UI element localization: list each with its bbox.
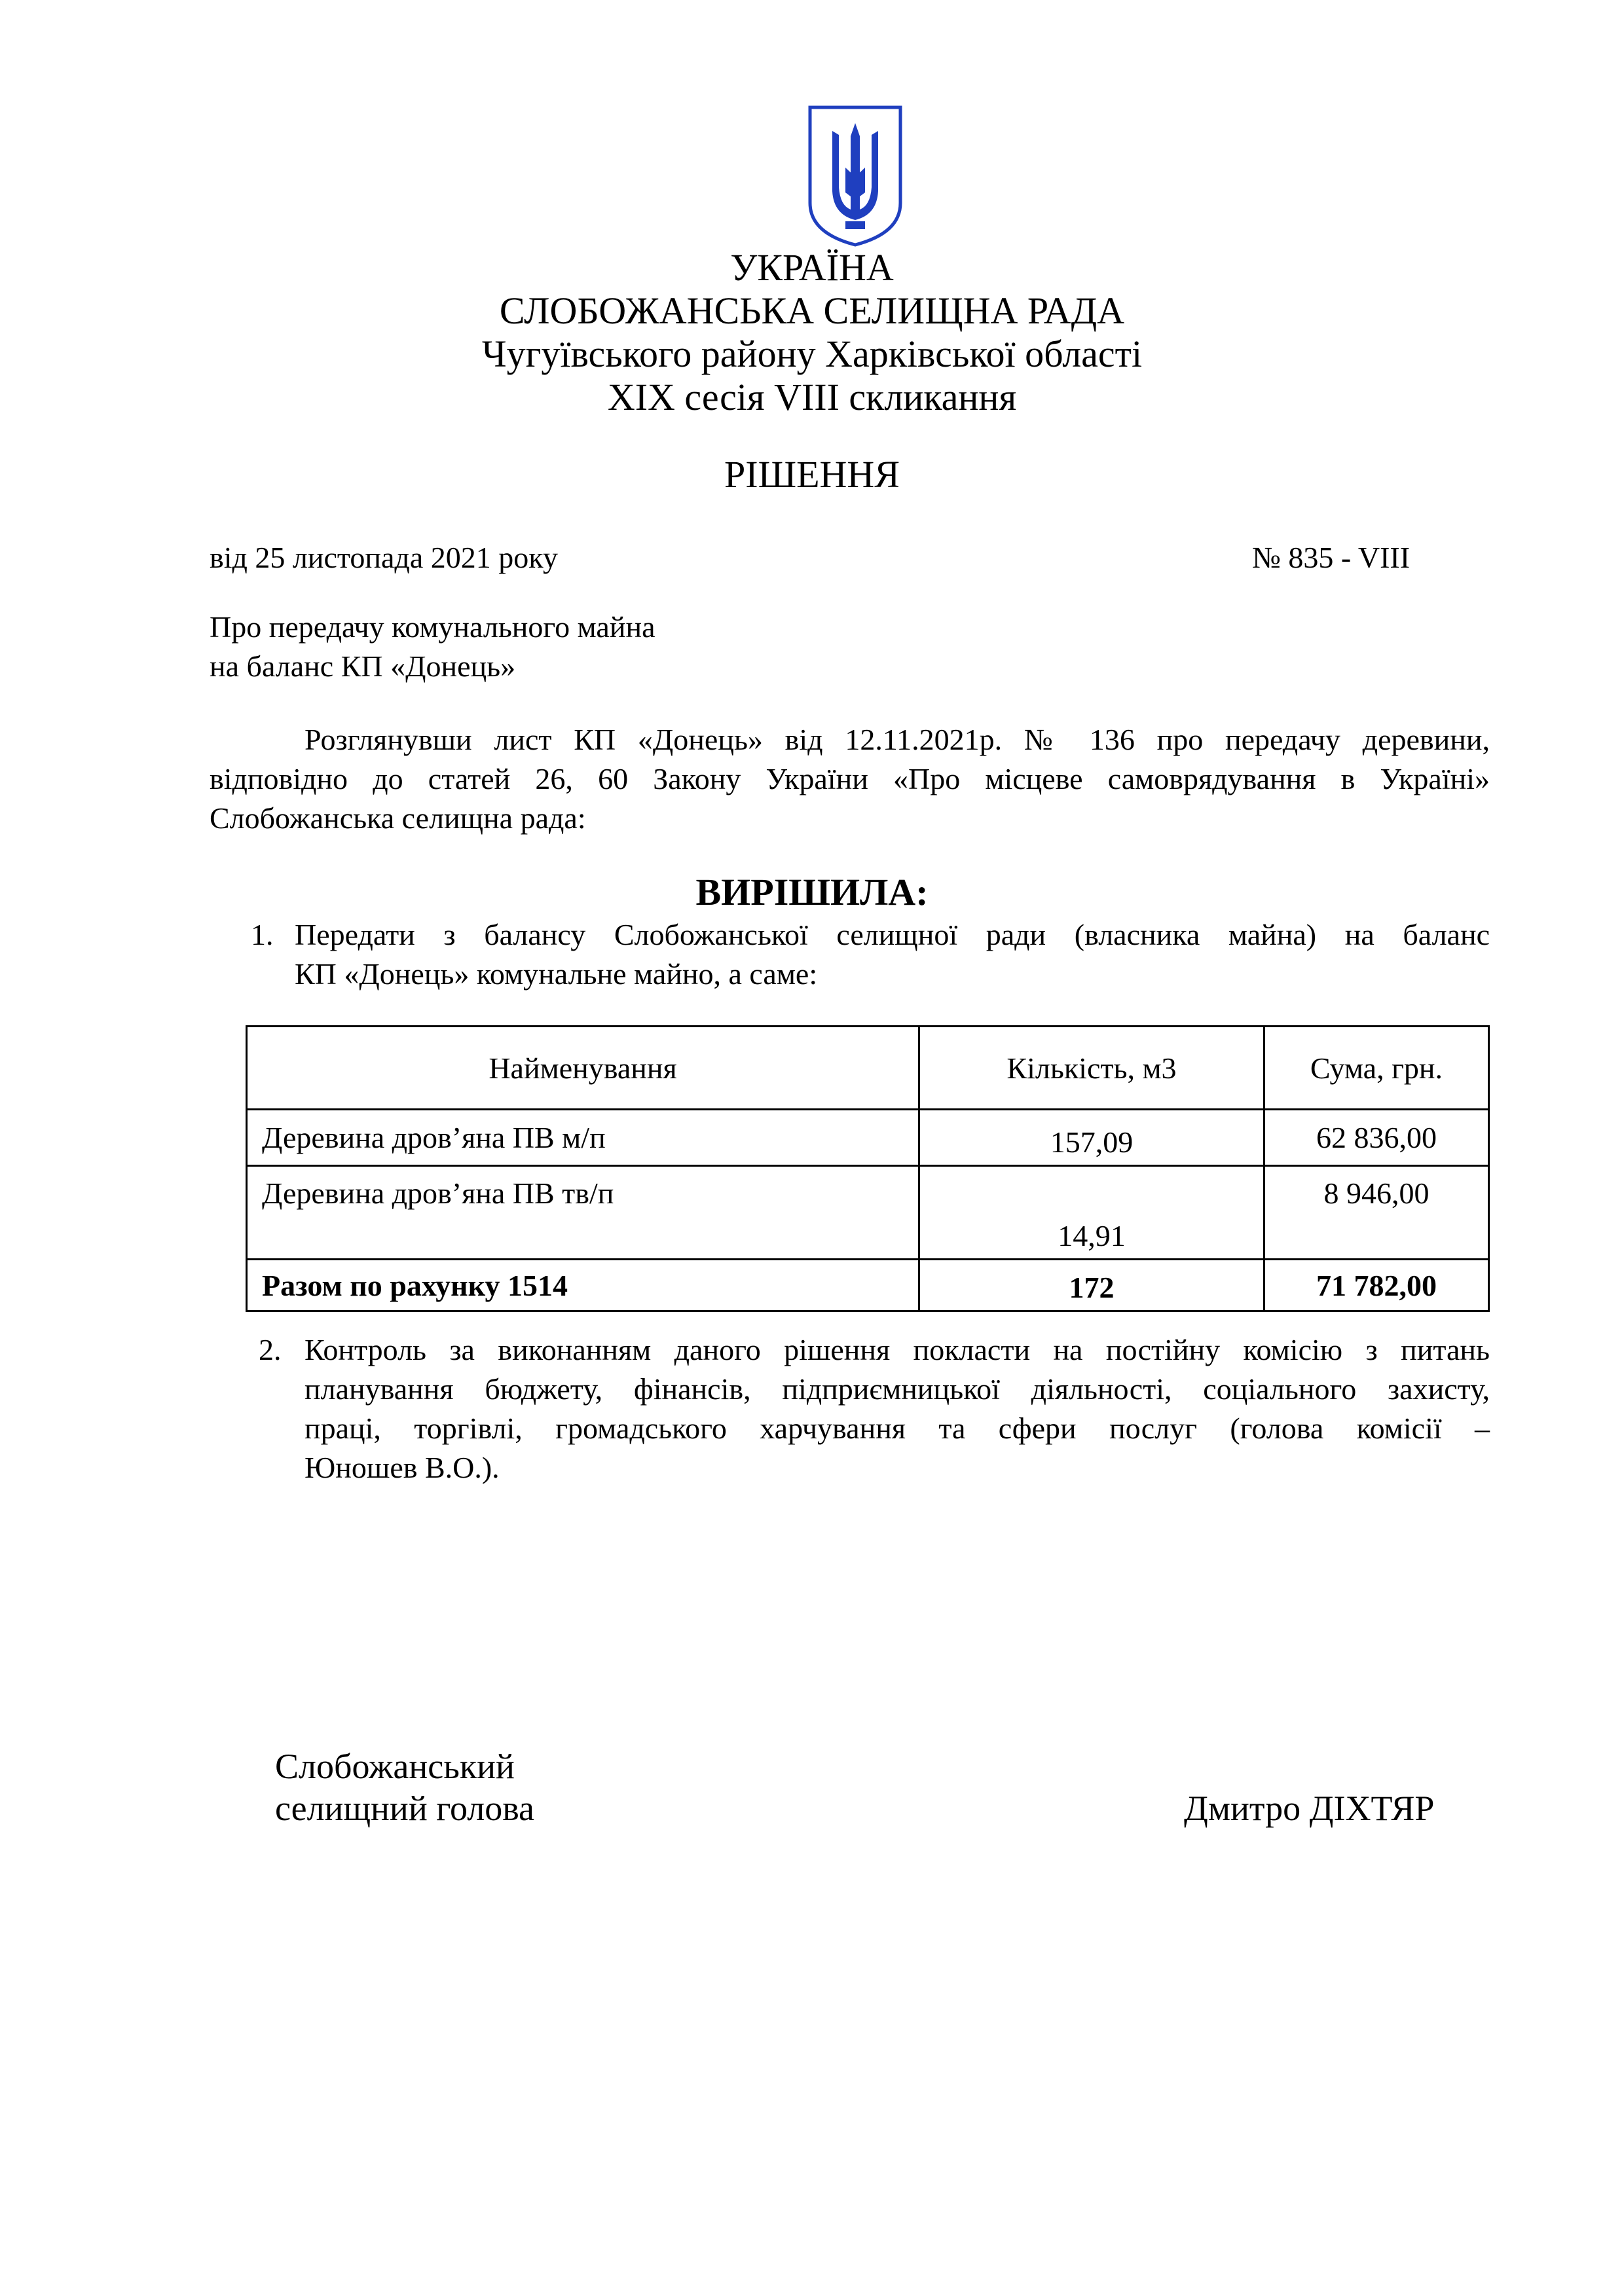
resolved-heading: ВИРІШИЛА: bbox=[695, 871, 929, 913]
item-2-line-3: праці, торгівлі, громадського харчування та сфери послуг (голова комісії – bbox=[304, 1412, 1490, 1445]
total-quantity: 172 bbox=[919, 1260, 1264, 1311]
council-name: СЛОБОЖАНСЬКА СЕЛИЩНА РАДА bbox=[499, 289, 1125, 332]
row-quantity: 14,91 bbox=[919, 1166, 1264, 1260]
row-sum: 8 946,00 bbox=[1264, 1166, 1489, 1260]
signatory-title-line-1: Слобожанський bbox=[275, 1747, 515, 1786]
item-1-line-1: Передати з балансу Слобожанської селищної ради (власника майна) на баланс bbox=[295, 918, 1490, 951]
total-label: Разом по рахунку 1514 bbox=[247, 1260, 919, 1311]
item-2-line-2: планування бюджету, фінансів, підприємницької діяльності, соціального захисту, bbox=[304, 1372, 1490, 1406]
table-row bbox=[247, 1110, 1489, 1166]
header-name: Найменування bbox=[247, 1027, 919, 1110]
row-name: Деревина дров’яна ПВ м/п bbox=[247, 1110, 919, 1166]
table-header-row bbox=[247, 1027, 1489, 1110]
coat-of-arms-icon bbox=[807, 105, 903, 247]
signatory-name: Дмитро ДІХТЯР bbox=[1184, 1789, 1435, 1828]
item-1-line-2: КП «Донець» комунальне майно, а саме: bbox=[295, 957, 818, 991]
preamble-line-1: Розглянувши лист КП «Донець» від 12.11.2021р. № 136 про передачу деревини, bbox=[304, 723, 1490, 756]
decision-date: від 25 листопада 2021 року bbox=[210, 541, 558, 574]
item-2-number: 2. bbox=[259, 1333, 282, 1366]
header-quantity: Кількість, м3 bbox=[919, 1027, 1264, 1110]
row-quantity: 157,09 bbox=[919, 1110, 1264, 1166]
region-name: Чугуївського району Харківської області bbox=[481, 333, 1143, 375]
signatory-title-line-2: селищний голова bbox=[275, 1789, 535, 1828]
table-row bbox=[247, 1166, 1489, 1260]
total-sum: 71 782,00 bbox=[1264, 1260, 1489, 1311]
item-2-line-4: Юношев В.О.). bbox=[304, 1451, 500, 1484]
table-total-row bbox=[247, 1260, 1489, 1311]
item-1-number: 1. bbox=[251, 918, 274, 951]
document-type: РІШЕННЯ bbox=[724, 453, 900, 496]
item-2-line-1: Контроль за виконанням даного рішення покласти на постійну комісію з питань bbox=[304, 1333, 1490, 1366]
country-name: УКРАЇНА bbox=[730, 246, 894, 289]
header-sum: Сума, грн. bbox=[1264, 1027, 1489, 1110]
session-name: XIX сесія VIII скликання bbox=[607, 376, 1017, 418]
preamble-line-3: Слобожанська селищна рада: bbox=[210, 801, 586, 835]
preamble-line-2: відповідно до статей 26, 60 Закону України «Про місцеве самоврядування в Україні» bbox=[210, 762, 1490, 795]
subject-line-2: на баланс КП «Донець» bbox=[210, 649, 516, 683]
decision-number: № 835 - VIII bbox=[1252, 541, 1411, 574]
row-name: Деревина дров’яна ПВ тв/п bbox=[247, 1166, 919, 1260]
property-table bbox=[246, 1025, 1490, 1312]
subject-line-1: Про передачу комунального майна bbox=[210, 610, 655, 644]
row-sum: 62 836,00 bbox=[1264, 1110, 1489, 1166]
